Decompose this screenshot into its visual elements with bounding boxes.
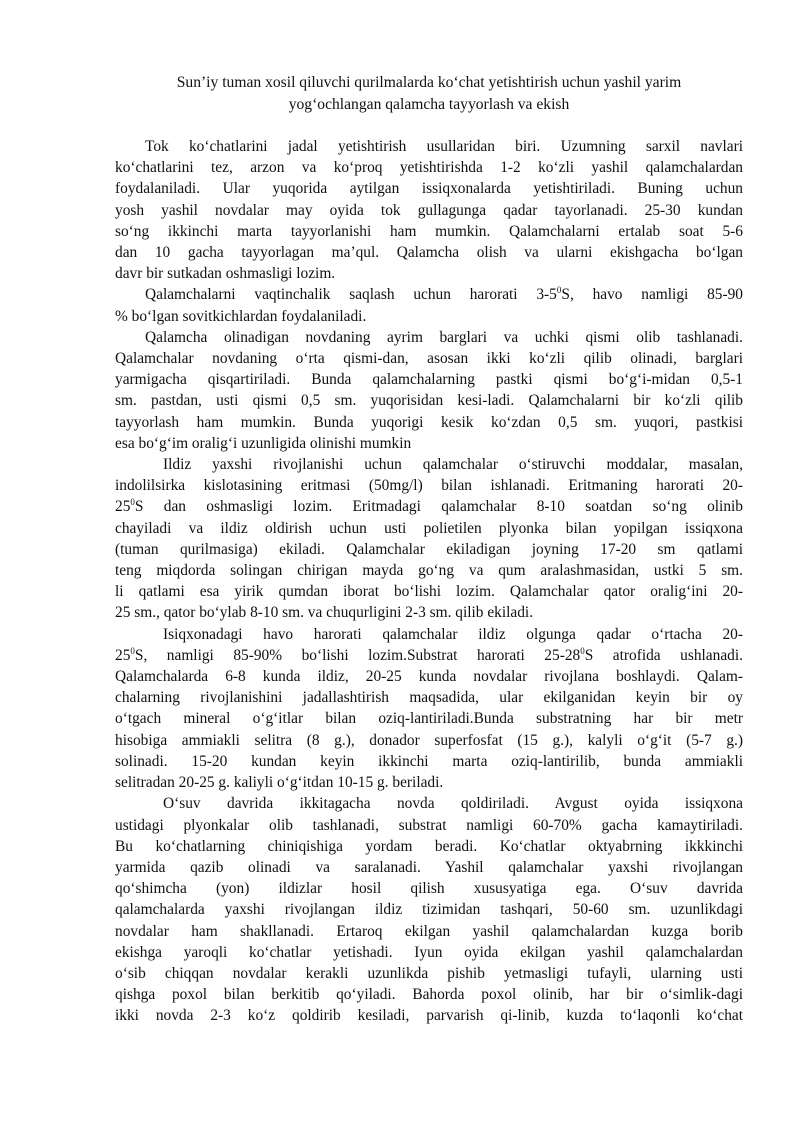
- paragraph-line: so‘ng ikkinchi marta tayyorlanishi ham mumkin. Qalamchalarni ertalab soat 5-6: [115, 222, 743, 240]
- title-line-2: yog‘ochlangan qalamcha tayyorlash va ekish: [288, 96, 570, 113]
- paragraph-line: sm. pastdan, usti qismi 0,5 sm. yuqorisidan kesi-ladi. Qalamchalarni bir ko‘zli qilib: [115, 392, 743, 410]
- document-title: [115, 72, 743, 116]
- paragraph-line: Tok ko‘chatlarini jadal yetishtirish usullaridan biri. Uzumning sarxil navlari: [145, 138, 743, 155]
- paragraph-line: $25^0S$, namligi 85-90% bo‘lishi lozim.Substrat harorati $25-28^0S$ atrofida ushlanadi.: [115, 645, 743, 664]
- paragraph-line: ekishga yaroqli ko‘chatlar yetishadi. Iyun oyida ekilgan yashil qalamchalardan: [115, 943, 743, 961]
- paragraph-line: li qatlami esa yirik qumdan iborat bo‘lishi lozim. Qalamchalar qator oralig‘ini 20-: [115, 583, 743, 601]
- paragraph-line: davr bir sutkadan oshmasligi lozim.: [115, 265, 336, 283]
- paragraph-line: qo‘shimcha (yon) ildizlar hosil qilish xususyatiga ega. O‘suv davrida: [115, 880, 743, 898]
- paragraph-line: Isiqxonadagi havo harorati qalamchalar ildiz olgunga qadar o‘rtacha 20-: [163, 625, 743, 643]
- paragraph-line: % bo‘lgan sovitkichlardan foydalaniladi.: [115, 307, 367, 325]
- paragraph-line: ko‘chatlarini tez, arzon va ko‘proq yetishtirishda 1-2 ko‘zli yashil qalamchalardan: [115, 159, 743, 177]
- paragraph: [115, 624, 743, 794]
- paragraph-line: teng miqdorda solingan chirigan mayda go‘ng va qum aralashmasidan, ustki 5 sm.: [115, 562, 743, 580]
- paragraph: [115, 327, 743, 454]
- paragraph-line: Bu ko‘chatlarning chiniqishiga yordam beradi. Ko‘chatlar oktyabrning ikkkinchi: [115, 837, 743, 855]
- paragraph-line: o‘tgach mineral o‘g‘itlar bilan oziq-lantiriladi.Bunda substratning har bir metr: [115, 710, 743, 728]
- paragraph-line: indolilsirka kislotasining eritmasi (50mg/l) bilan ishlanadi. Eritmaning harorati 20-: [115, 477, 743, 495]
- paragraph-line: O‘suv davrida ikkitagacha novda qoldiriladi. Avgust oyida issiqxona: [163, 795, 743, 813]
- paragraph-line: hisobiga ammiakli selitra (8 g.), donador superfosfat (15 g.), kalyli o‘g‘it (5-7 g.): [115, 731, 743, 749]
- paragraph-line: esa bo‘g‘im oralig‘i uzunligida olinishi mumkin: [115, 434, 412, 452]
- paragraph-line: ikki novda 2-3 ko‘z qoldirib kesiladi, parvarish qi-linib, kuzda to‘laqonli ko‘chat: [115, 1007, 743, 1025]
- paragraph-line: chayiladi va ildiz oldirish uchun usti polietilen plyonka bilan yopilgan issiqxona: [115, 519, 743, 537]
- paragraph-line: dan 10 gacha tayyorlagan ma’qul. Qalamcha olish va ularni ekishgacha bo‘lgan: [115, 244, 743, 262]
- paragraph-line: ustidagi plyonkalar olib tashlanadi, substrat namligi 60-70% gacha kamaytiriladi.: [115, 816, 743, 834]
- paragraph-line: 25 sm., qator bo‘ylab 8-10 sm. va chuqurligini 2-3 sm. qilib ekiladi.: [115, 604, 534, 622]
- paragraph: [115, 793, 743, 1026]
- paragraph-line: Ildiz yaxshi rivojlanishi uchun qalamchalar o‘stiruvchi moddalar, masalan,: [163, 456, 743, 474]
- paragraph-line: tayyorlash ham mumkin. Bunda yuqorigi kesik ko‘zdan 0,5 sm. yuqori, pastkisi: [115, 413, 743, 431]
- document-body: [115, 136, 743, 1027]
- paragraph-line: Qalamcha olinadigan novdaning ayrim barglari va uchki qismi olib tashlanadi.: [145, 328, 743, 346]
- paragraph-line: chalarning rivojlanishini jadallashtirish maqsadida, ular ekilganidan keyin bir oy: [115, 689, 743, 707]
- paragraph-line: $25^0S$ dan oshmasligi lozim. Eritmadagi qalamchalar 8-10 soatdan so‘ng olinib: [115, 497, 743, 516]
- paragraph-line: foydalaniladi. Ular yuqorida aytilgan issiqxonalarda yetishtiriladi. Buning uchun: [115, 180, 743, 198]
- paragraph-line: qishga poxol bilan berkitib qo‘yiladi. Bahorda poxol olinib, har bir o‘simlik-dagi: [115, 986, 743, 1004]
- document-page: [115, 72, 743, 1027]
- paragraph-line: yarmigacha qisqartiriladi. Bunda qalamchalarning pastki qismi bo‘g‘i-midan 0,5-1: [115, 371, 743, 389]
- paragraph-line: qalamchalarda yaxshi rivojlangan ildiz tizimidan tashqari, 50-60 sm. uzunlikdagi: [115, 901, 743, 919]
- paragraph: [115, 284, 743, 326]
- paragraph-line: novdalar ham shakllanadi. Ertaroq ekilgan yashil qalamchalardan kuzga borib: [115, 922, 743, 940]
- paragraph-line: Qalamchalarni vaqtinchalik saqlash uchun harorati $3-5^0S$, havo namligi 85-90: [145, 285, 743, 304]
- paragraph-line: Qalamchalarda 6-8 kunda ildiz, 20-25 kunda novdalar rivojlana boshlaydi. Qalam-: [115, 668, 743, 686]
- paragraph: [115, 136, 743, 284]
- paragraph-line: selitradan 20-25 g. kaliyli o‘g‘itdan 10-15 g. beriladi.: [115, 774, 444, 792]
- paragraph-line: o‘sib chiqqan novdalar kerakli uzunlikda pishib yetmasligi tufayli, ularning usti: [115, 964, 743, 982]
- paragraph-line: solinadi. 15-20 kundan keyin ikkinchi marta oziq-lantirilib, bunda ammiakli: [115, 752, 743, 770]
- paragraph-line: (tuman qurilmasiga) ekiladi. Qalamchalar ekiladigan joyning 17-20 sm qatlami: [115, 540, 743, 558]
- paragraph-line: yosh yashil novdalar may oyida tok gullagunga qadar tayorlanadi. 25-30 kundan: [115, 201, 743, 219]
- paragraph: [115, 454, 743, 624]
- paragraph-line: Qalamchalar novdaning o‘rta qismi-dan, asosan ikki ko‘zli qilib olinadi, barglari: [115, 350, 743, 368]
- title-line-1: Sun’iy tuman xosil qiluvchi qurilmalarda ko‘chat yetishtirish uchun yashil yarim: [176, 74, 682, 91]
- paragraph-line: yarmida qazib olinadi va saralanadi. Yashil qalamchalar yaxshi rivojlangan: [115, 858, 743, 876]
